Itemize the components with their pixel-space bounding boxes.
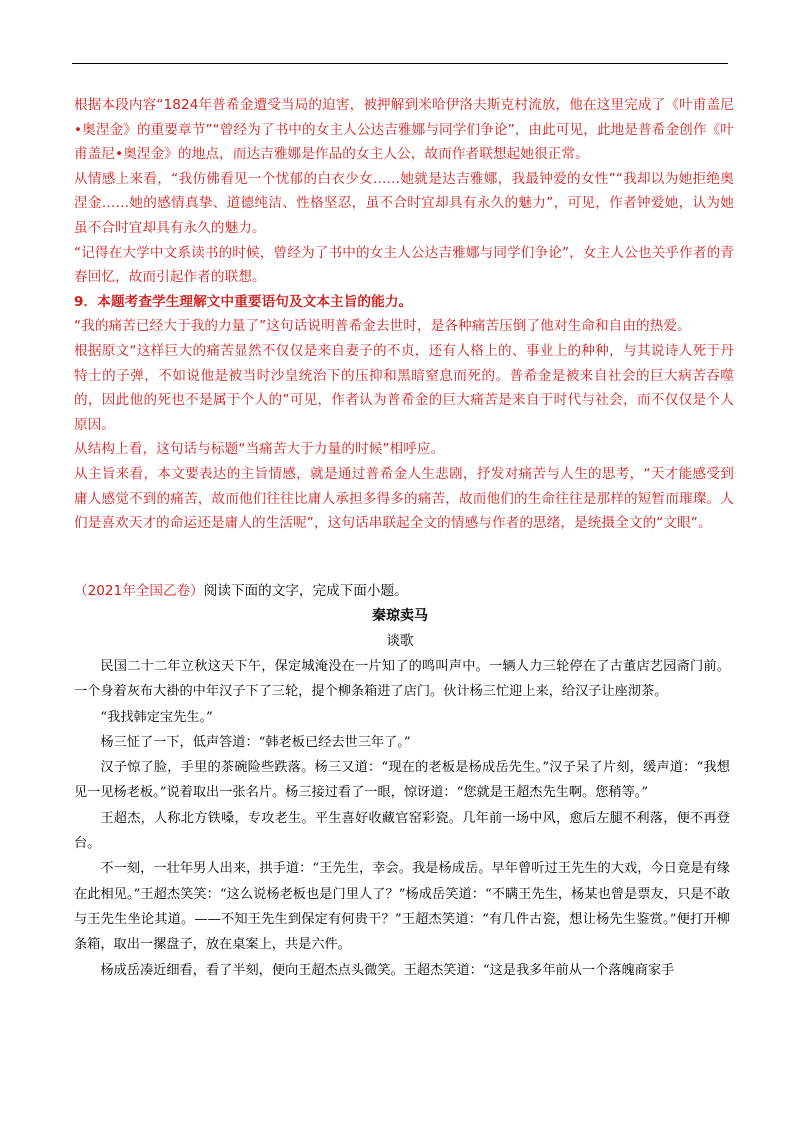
answer-explanation (74, 93, 734, 536)
story-paragraph: 杨成岳凑近细看，看了半刻，便向王超杰点头微笑。王超杰笑道：“这是我多年前从一个落魄商家手 (100, 962, 675, 978)
story-body (74, 654, 730, 983)
story-paragraph: “我找韩定宝先生。” (100, 709, 213, 725)
question-heading: 9．本题考查学生理解文中重要语句及文本主旨的能力。 (74, 293, 413, 310)
explanation-paragraph: 从情感上来看，“我仿佛看见一个忧郁的白衣少女……她就是达吉雅娜，我最钟爱的女性”“我却以为她拒绝奥涅金……她的感情真挚、道德纯洁、性格坚忍，虽不合时宜却具有永久的魅力”，可见，作者钟爱她，认为她虽不合时宜却具有永久的魅力。 (74, 170, 734, 236)
reading-intro (74, 580, 734, 602)
exam-source: （2021年全国乙卷） (74, 583, 204, 599)
explanation-paragraph: 根据本段内容“1824年普希金遭受当局的迫害，被押解到米哈伊洛夫斯克村流放，他在这里完成了《叶甫盖尼•奥涅金》的重要章节”“曾经为了书中的女主人公达吉雅娜与同学们争论”，由此可见，此地是普希金创作《叶甫盖尼•奥涅金》的地点，而达吉雅娜是作品的女主人公，故而作者联想起她很正常。 (74, 97, 734, 163)
story-author: 谈歌 (386, 633, 414, 649)
explanation-paragraph: 根据原文“这样巨大的痛苦显然不仅仅是来自妻子的不贞，还有人格上的、事业上的种种，与其说诗人死于丹特士的子弹，不如说他是被当时沙皇统治下的压抑和黑暗窒息而死的。普希金是被来自社会的巨大病苦吞噬的，因此他的死也不是属于个人的”可见，作者认为普希金的巨大痛苦是来自于时代与社会，而不仅仅是个人原因。 (74, 342, 734, 433)
explanation-paragraph: “我的痛苦已经大于我的力量了”这句话说明普希金去世时，是各种痛苦压倒了他对生命和自由的热爱。 (74, 318, 691, 335)
intro-instruction: 阅读下面的文字，完成下面小题。 (203, 583, 408, 599)
story-paragraph: 杨三怔了一下，低声答道：“韩老板已经去世三年了。” (100, 734, 411, 750)
story-paragraph: 不一刻，一壮年男人出来，拱手道：“王先生，幸会。我是杨成岳。早年曾听过王先生的大戏，今日竟是有缘在此相见。”王超杰笑笑：“这么说杨老板也是门里人了？”杨成岳笑道：“不瞒王先生，杨某也曾是票友，只是不敢与王先生坐论其道。——不知王先生到保定有何贵干？”王超杰笑道：“有几件古瓷，想让杨先生鉴赏。”便打开柳条箱，取出一摞盘子，放在桌案上，共是六件。 (74, 861, 730, 953)
story-paragraph: 汉子惊了脸，手里的茶碗险些跌落。杨三又道：“现在的老板是杨成岳先生。”汉子呆了片刻，缓声道：“我想见一见杨老板。”说着取出一张名片。杨三接过看了一眼，惊讶道：“您就是王超杰先生啊。您稍等。” (74, 760, 730, 801)
story-paragraph: 民国二十二年立秋这天下午，保定城淹没在一片知了的鸣叫声中。一辆人力三轮停在了古董店艺园斋门前。一个身着灰布大褂的中年汉子下了三轮，提个柳条箱进了店门。伙计杨三忙迎上来，给汉子让座沏茶。 (74, 659, 730, 700)
explanation-paragraph: “记得在大学中文系读书的时候，曾经为了书中的女主人公达吉雅娜与同学们争论”，女主人公也关乎作者的青春回忆，故而引起作者的联想。 (74, 244, 734, 286)
story-title: 秦琼卖马 (372, 608, 428, 624)
story-paragraph: 王超杰，人称北方铁嗓，专攻老生。平生喜好收藏官窑彩瓷。几年前一场中风，愈后左腿不利落，便不再登台。 (74, 810, 730, 852)
header-rule (72, 63, 728, 64)
explanation-paragraph: 从主旨来看，本文要表达的主旨情感，就是通过普希金人生悲剧，抒发对痛苦与人生的思考，“天才能感受到庸人感觉不到的痛苦，故而他们往往比庸人承担多得多的痛苦，故而他们的生命往往是那样的短暂而璀璨。人们是喜欢天才的命运还是庸人的生活呢”，这句话串联起全文的情感与作者的思绪，是统摄全文的“文眼”。 (74, 465, 734, 532)
explanation-paragraph: 从结构上看，这句话与标题“当痛苦大于力量的时候”相呼应。 (74, 441, 445, 458)
